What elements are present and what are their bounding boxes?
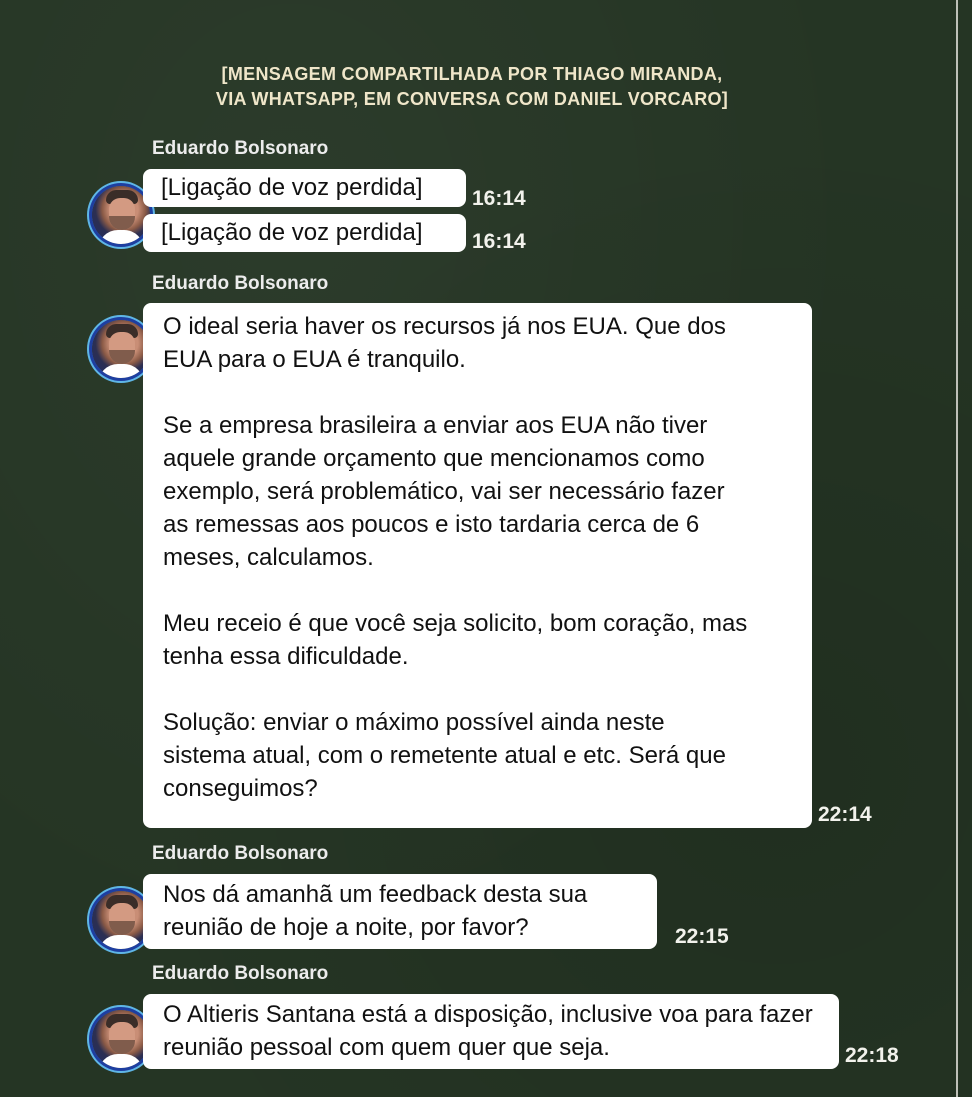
message-paragraph: O ideal seria haver os recursos já nos EUA. Que dos EUA para o EUA é tranquilo. — [163, 313, 726, 373]
sender-name: Eduardo Bolsonaro — [152, 963, 329, 984]
message-timestamp: 16:14 — [472, 187, 526, 210]
sender-name: Eduardo Bolsonaro — [152, 843, 329, 864]
message-text: O Altieris Santana está a disposição, inclusive voa para fazer reunião pessoal com quem quer que seja. — [163, 1001, 813, 1061]
message-paragraph: Solução: enviar o máximo possível ainda neste sistema atual, com o remetente atual e etc. Será que conseguimos? — [163, 709, 726, 802]
caption-line-1: [MENSAGEM COMPARTILHADA POR THIAGO MIRANDA, — [221, 64, 723, 84]
message-timestamp: 22:15 — [675, 925, 729, 948]
message-timestamp: 22:18 — [845, 1044, 899, 1067]
message-text: [Ligação de voz perdida] — [161, 219, 423, 246]
sender-avatar[interactable] — [92, 186, 150, 244]
sender-avatar[interactable] — [92, 1010, 150, 1068]
shared-message-caption — [0, 62, 944, 112]
long-message-bubble[interactable] — [143, 303, 812, 828]
sender-avatar[interactable] — [92, 320, 150, 378]
message-timestamp: 22:14 — [818, 803, 872, 826]
sender-name: Eduardo Bolsonaro — [152, 138, 329, 159]
message-timestamp: 16:14 — [472, 230, 526, 253]
sender-avatar[interactable] — [92, 891, 150, 949]
message-paragraph: Se a empresa brasileira a enviar aos EUA não tiver aquele grande orçamento que mencionamos como exemplo, será problemático, vai ser necessário fazer as remessas aos poucos e isto tardaria cerca de 6 meses, calculamos. — [163, 412, 725, 571]
message-bubble[interactable] — [143, 874, 657, 949]
missed-call-bubble[interactable] — [143, 169, 466, 207]
message-text: Nos dá amanhã um feedback desta sua reunião de hoje a noite, por favor? — [163, 881, 588, 941]
frame-border-line — [956, 0, 958, 1097]
missed-call-bubble[interactable] — [143, 214, 466, 252]
message-paragraph: Meu receio é que você seja solicito, bom coração, mas tenha essa dificuldade. — [163, 610, 748, 670]
message-bubble[interactable] — [143, 994, 839, 1069]
sender-name: Eduardo Bolsonaro — [152, 273, 329, 294]
caption-line-2: VIA WHATSAPP, EM CONVERSA COM DANIEL VORCARO] — [215, 89, 729, 109]
message-text: [Ligação de voz perdida] — [161, 174, 423, 201]
